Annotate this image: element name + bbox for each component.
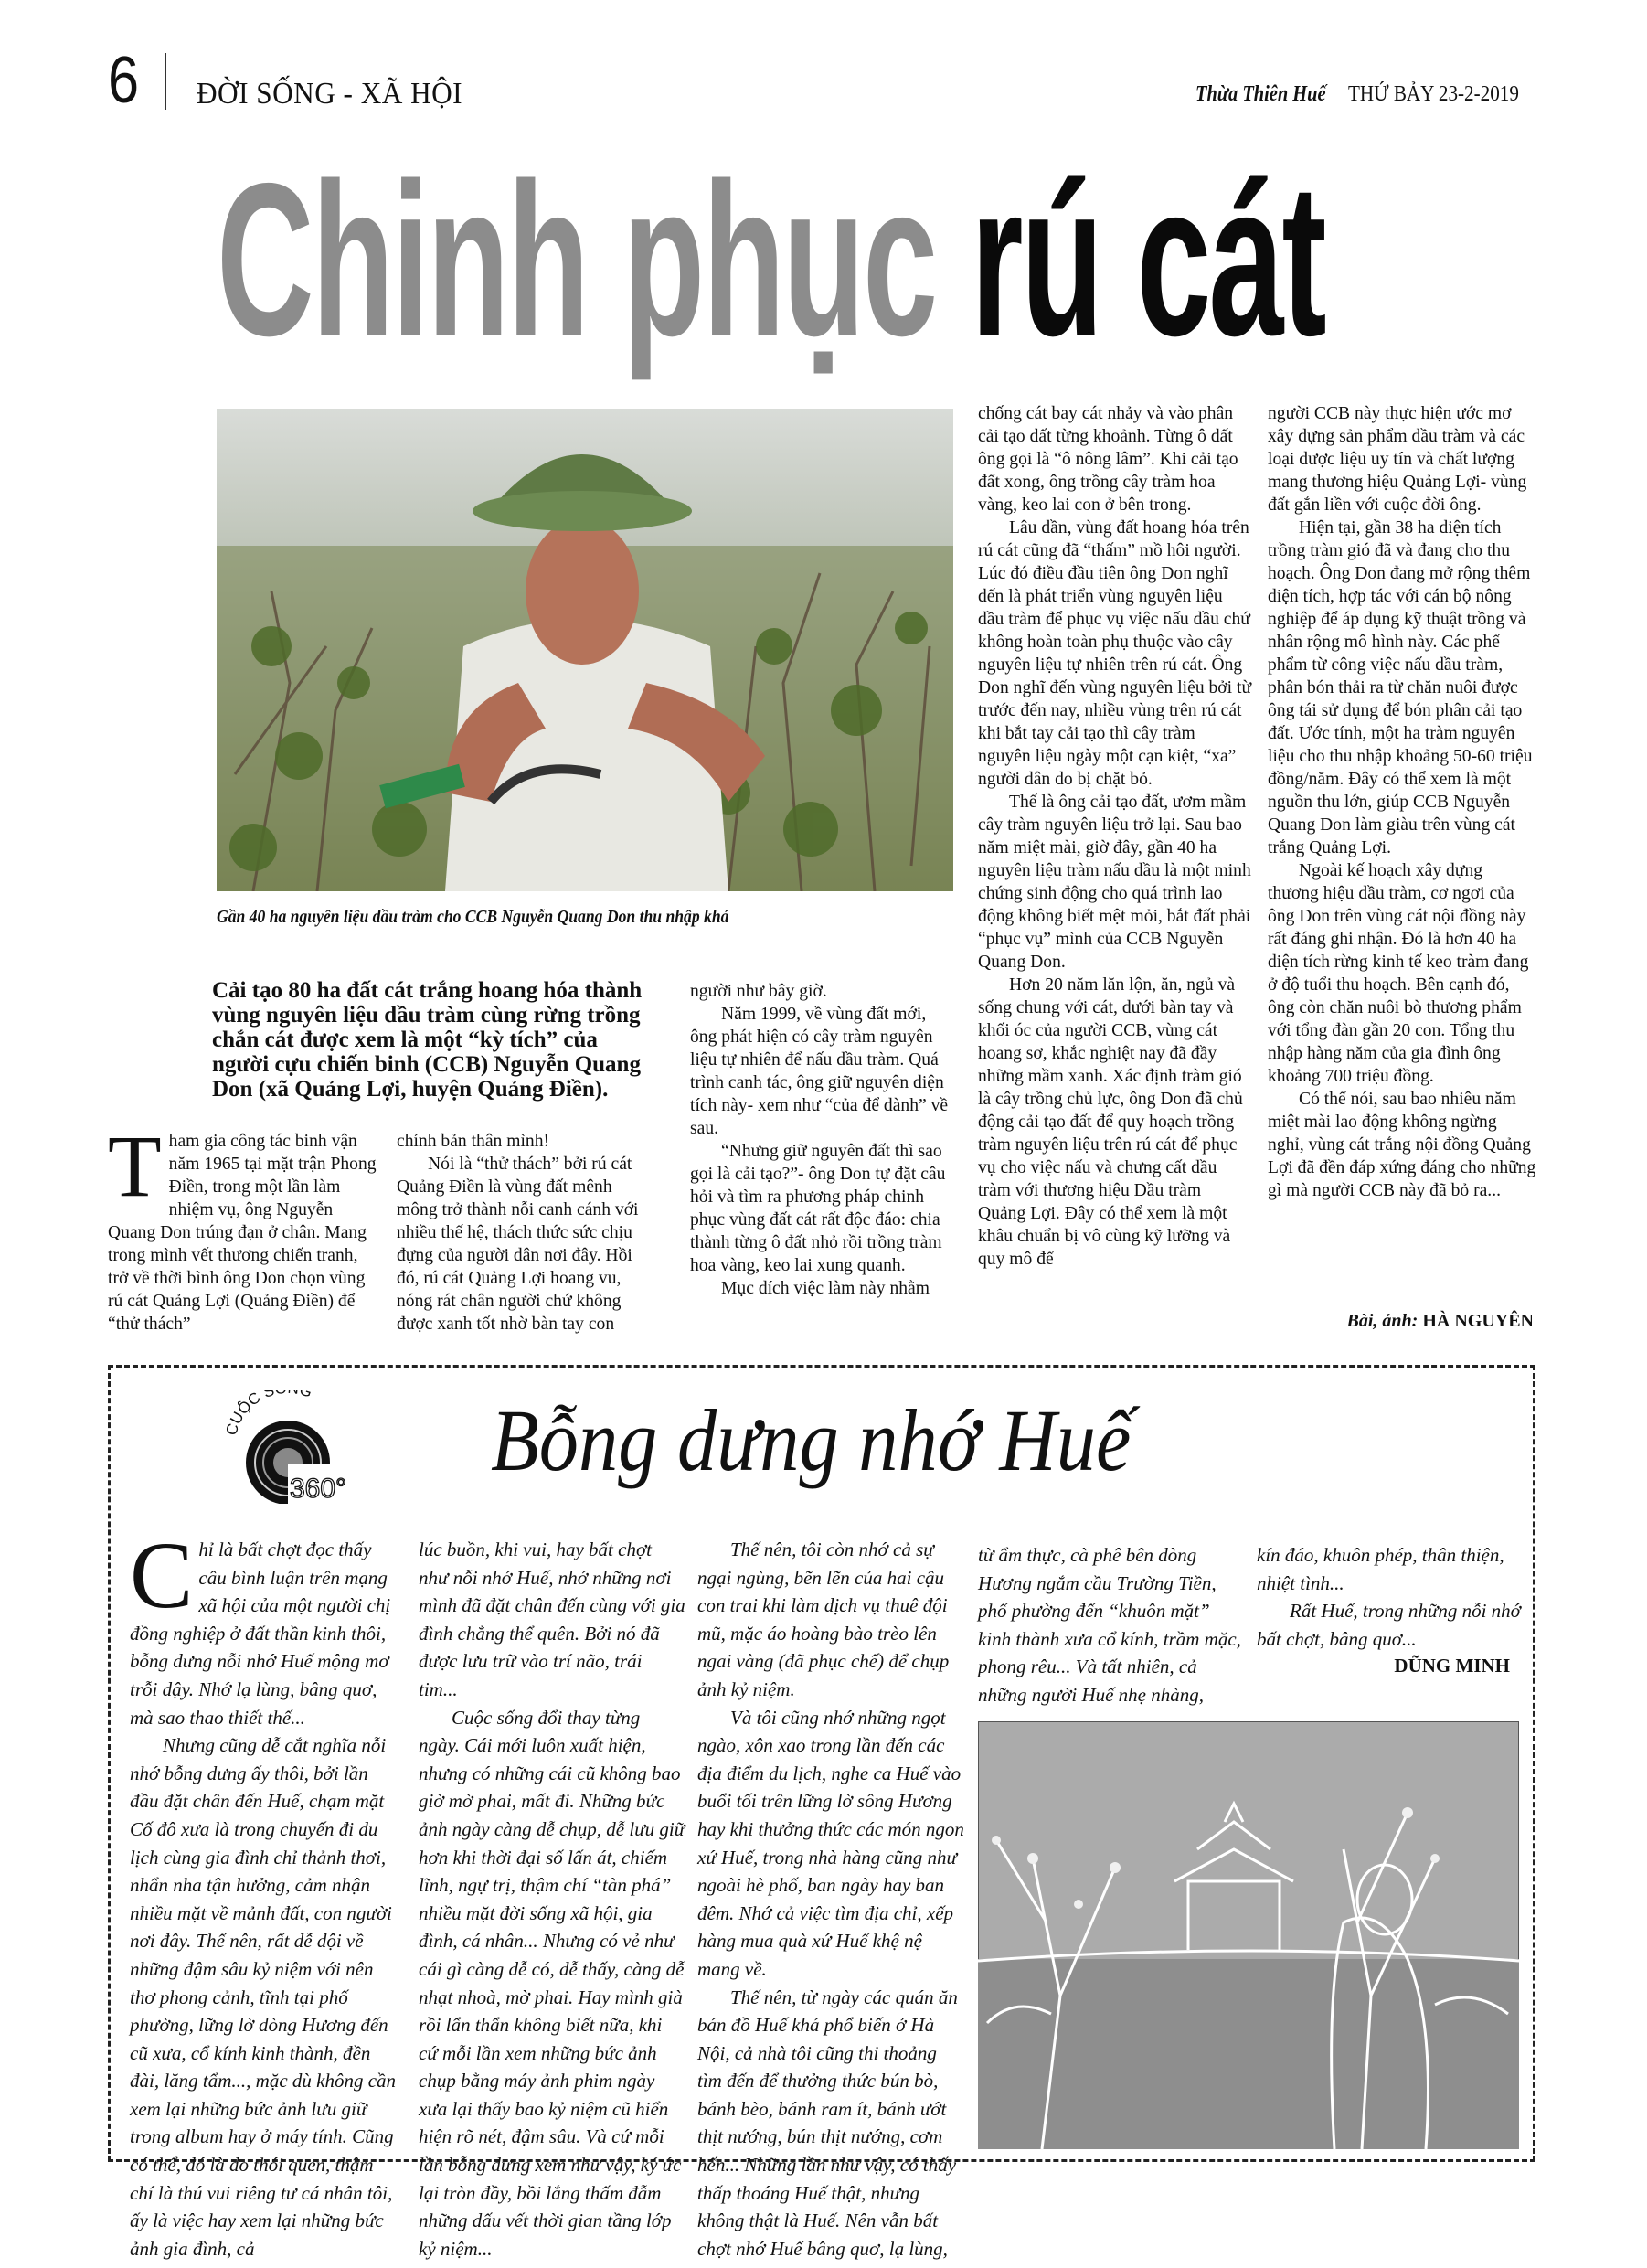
paragraph: Mục đích việc làm này nhằm (721, 1279, 930, 1298)
byline-name: HÀ NGUYÊN (1422, 1311, 1534, 1331)
feature-column-4 (978, 1541, 1243, 1709)
headline-part-black: rú cát (971, 139, 1325, 381)
article-column-2 (397, 1130, 649, 1336)
paragraph: Ngoài kế hoạch xây dựng thương hiệu dầu tràm, cơ ngơi của ông Don trên vùng cát nội đồng này rất đáng ghi nhận. Đó là hơn 40 ha diện tích rừng kinh tế keo tràm đang ở độ tuổi thu hoạch. Bên cạnh đó, ông còn chăn nuôi bò thương phẩm với tổng đàn gần 20 con. Tổng thu nhập hàng năm của gia đình ông khoảng 700 triệu đồng. (1268, 861, 1529, 1086)
logo-number: 360° (290, 1474, 347, 1504)
paragraph: Rất Huế, trong những nỗi nhớ bất chợt, bâng quơ... (1257, 1600, 1521, 1650)
paragraph: “Nhưng giữ nguyên đất thì sao gọi là cải tạo?”- ông Don tự đặt câu hỏi và tìm ra phương pháp chinh phục vùng đất cát rất độc đáo: chia thành từng ô đất nhỏ rồi trồng tràm hoa vàng, keo lai xung quanh. (690, 1142, 946, 1275)
paragraph: Hơn 20 năm lăn lộn, ăn, ngủ và sống chung với cát, dưới bàn tay và khối óc của người CCB, vùng cát hoang sơ, khắc nghiệt nay đã đầy những mầm xanh. Xác định tràm gió là cây trồng chủ lực, ông Don đã chủ động cải tạo đất để quy hoạch trồng tràm nguyên liệu trên rú cát để phục vụ cho việc nấu và chưng cất dầu tràm với thương hiệu Dầu tràm Quảng Lợi. Đây có thể xem là một khâu chuẩn bị vô cùng kỹ lưỡng và quy mô để (978, 975, 1243, 1269)
article-byline (1347, 1311, 1534, 1332)
feature-author: DŨNG MINH (1394, 1655, 1510, 1677)
paragraph: Và tôi cũng nhớ những ngọt ngào, xôn xao trong lần đến các địa điểm du lịch, nghe ca Huế vào buổi tối trên lững lờ sông Hương hay khi thưởng thức các món ngon xứ Huế, trong nhà hàng cũng như ngoài hè phố, ban ngày hay ban đêm. Nhớ cả việc tìm địa chỉ, xếp hàng mua quà xứ Huế khệ nệ mang về. (697, 1706, 964, 1980)
section-title: ĐỜI SỐNG - XÃ HỘI (197, 77, 463, 111)
paragraph: người CCB này thực hiện ước mơ xây dựng sản phẩm dầu tràm và các loại dược liệu uy tín và chất lượng mang thương hiệu Quảng Lợi- vùng đất gắn liền với cuộc đời ông. (1268, 404, 1527, 515)
photo-caption: Gần 40 ha nguyên liệu dầu tràm cho CCB Nguyễn Quang Don thu nhập khá (217, 907, 729, 927)
article-column-3 (690, 980, 950, 1300)
paragraph: từ ẩm thực, cà phê bên dòng Hương ngắm cầu Trường Tiền, phố phường đến “khuôn mặt” kinh thành xưa cổ kính, trầm mặc, phong rêu... Và tất nhiên, cả những người Huế nhẹ nhàng, (978, 1544, 1241, 1706)
paragraph: Nói là “thử thách” bởi rú cát Quảng Điền là vùng đất mênh mông trở thành nỗi canh cánh với nhiều thế hệ, thách thức sức chịu đựng của người dân nơi đây. Hồi đó, rú cát Quảng Lợi hoang vu, nóng rát chân người chứ không được xanh tốt nhờ bàn tay con (397, 1155, 639, 1334)
cuoc-song-360-logo (224, 1390, 352, 1504)
article-headline (217, 139, 1325, 381)
feature-column-1 (130, 1523, 400, 2263)
headline-part-gray: Chinh phục (217, 139, 936, 381)
article-lead: Cải tạo 80 ha đất cát trắng hoang hóa thành vùng nguyên liệu dầu tràm cùng rừng trồng chắn cát được xem là một “kỳ tích” của người cựu chiến binh (CCB) Nguyễn Quang Don (xã Quảng Lợi, huyện Quảng Điền). (212, 978, 643, 1102)
drop-cap: T (108, 1117, 162, 1215)
paragraph: chống cát bay cát nhảy và vào phân cải tạo đất từng khoảnh. Từng ô đất ông gọi là “ô nông lâm”. Khi cải tạo đất xong, ông trồng cây tràm hoa vàng, keo lai con ở bên trong. (978, 404, 1238, 515)
drop-cap: C (130, 1523, 194, 1628)
article-column-1 (108, 1117, 378, 1336)
paragraph: Có thể nói, sau bao nhiêu năm miệt mài lao động không ngừng nghỉ, vùng cát trắng nội đồng Quảng Lợi đã đền đáp xứng đáng cho những gì mà người CCB này đã bỏ ra... (1268, 1090, 1536, 1200)
paragraph: kín đáo, khuôn phép, thân thiện, nhiệt tình... (1257, 1544, 1504, 1594)
feature-column-3 (697, 1536, 964, 2263)
paragraph: ham gia công tác binh vận năm 1965 tại mặt trận Phong Điền, trong một lần làm nhiệm vụ, ông Nguyễn Quang Don trúng đạn ở chân. Mang trong mình vết thương chiến tranh, trở về thời bình ông Don chọn vùng rú cát Quảng Lợi (Quảng Điền) để “thử thách” (108, 1132, 377, 1334)
issue-date: THỨ BẢY 23-2-2019 (1348, 82, 1519, 106)
paragraph: người như bây giờ. (690, 982, 827, 1001)
article-column-4 (978, 402, 1252, 1271)
paragraph: Thế nên, tôi còn nhớ cả sự ngại ngùng, bẽn lẽn của hai cậu con trai khi làm dịch vụ thuê đội mũ, mặc áo hoàng bào trèo lên ngai vàng (đã phục chế) để chụp ảnh kỷ niệm. (697, 1539, 950, 1700)
hue-illustration (978, 1721, 1519, 2149)
page-number: 6 (108, 44, 140, 117)
feature-column-5 (1257, 1541, 1522, 1653)
paragraph: Nhưng cũng dễ cắt nghĩa nỗi nhớ bỗng dưng ấy thôi, bởi lần đầu đặt chân đến Huế, chạm mặt Cố đô xưa là trong chuyến đi du lịch cùng gia đình chỉ thảnh thơi, nhẩn nha tận hưởng, cảm nhận nhiều mặt về mảnh đất, con người nơi đây. Thế nên, rất dễ dội về những đậm sâu kỷ niệm với nên thơ phong cảnh, tĩnh tại phố phường, lững lờ dòng Hương đến cũ xưa, cổ kính kinh thành, đền đài, lăng tẩm..., mặc dù không cần xem lại những bức ảnh lưu giữ trong album hay ở máy tính. Cũng có thể, đó là do thói quen, thậm chí là thú vui riêng tư cá nhân tôi, ấy là việc hay xem lại những bức ảnh gia đình, cả (130, 1734, 397, 2260)
article-column-5 (1268, 402, 1536, 1202)
paragraph: chính bản thân mình! (397, 1132, 550, 1151)
paragraph: Thế là ông cải tạo đất, ươm mầm cây tràm nguyên liệu trở lại. Sau bao năm miệt mài, giờ đây, gần 40 ha nguyên liệu tràm nấu dầu là một minh chứng sinh động cho quá trình lao động không biết mệt mỏi, bắt đất phải “phục vụ” mình của CCB Nguyễn Quang Don. (978, 793, 1251, 972)
paragraph: Thế nên, từ ngày các quán ăn bán đồ Huế khá phổ biến ở Hà Nội, cả nhà tôi cũng thi thoảng tìm đến để thưởng thức bún bò, bánh bèo, bánh ram ít, bánh ướt thịt nướng, bún thịt nướng, cơm hến... Những lần như vậy, có thấy thấp thoáng Huế thật, nhưng không thật là Huế. Nên vẫn bất chợt nhớ Huế bâng quơ, lạ lùng, (697, 1986, 958, 2260)
header-divider (165, 53, 166, 110)
paragraph: lúc buồn, khi vui, hay bất chợt như nỗi nhớ Huế, nhớ những nơi mình đã đặt chân đến cùng với gia đình chẳng thể quên. Bởi nó đã được lưu trữ vào trí não, trái tim... (419, 1539, 685, 1700)
paragraph: Cuộc sống đổi thay từng ngày. Cái mới luôn xuất hiện, nhưng có những cái cũ không bao giờ mờ phai, mất đi. Những bức ảnh ngày càng dễ chụp, dễ lưu giữ hơn khi thời đại số lấn át, chiếm lĩnh, ngự trị, thậm chí “tàn phá” nhiều mặt đời sống xã hội, gia đình, cá nhân... Nhưng có vẻ như cái gì càng dễ có, dễ thấy, càng dễ nhạt nhoà, mờ phai. Hay mình già rồi lẩn thẩn không biết nữa, khi cứ mỗi lần xem những bức ảnh chụp bằng máy ảnh phim ngày xưa lại thấy bao kỷ niệm cũ hiển hiện rõ nét, đậm sâu. Và cứ mỗi lần bỗng dưng xem như vậy, ký ức lại tròn đầy, bồi lắng thấm đẫm những dấu vết thời gian tầng lớp kỷ niệm... (419, 1706, 685, 2260)
logo-text: CUỘC S G (224, 1390, 314, 1438)
byline-label: Bài, ảnh: (1346, 1311, 1419, 1331)
paragraph: Năm 1999, về vùng đất mới, ông phát hiện có cây tràm nguyên liệu tự nhiên để nấu dầu tràm. Quá trình canh tác, ông giữ nguyên diện tích này- xem như “của để dành” về sau. (690, 1005, 949, 1138)
article-photo (217, 409, 953, 891)
newspaper-name: Thừa Thiên Huế (1195, 82, 1326, 106)
feature-column-2 (419, 1536, 685, 2263)
paragraph: hỉ là bất chợt đọc thấy câu bình luận trên mạng xã hội của một người chị đồng nghiệp ở đất thần kinh thôi, bỗng dưng nỗi nhớ Huế mộng mơ trỗi dậy. Nhớ lạ lùng, bâng quơ, mà sao thao thiết thế... (130, 1539, 391, 1729)
feature-headline: Bỗng dưng nhớ Huế (491, 1391, 1132, 1489)
paragraph: Lâu dần, vùng đất hoang hóa trên rú cát cũng đã “thấm” mồ hôi người. Lúc đó điều đầu tiên ông Don nghĩ đến là phát triển vùng nguyên liệu dầu tràm để phục vụ việc nấu dầu chứ không hoàn toàn phụ thuộc vào cây nguyên liệu tự nhiên trên rú cát. Ông Don nghĩ đến vùng nguyên liệu bởi từ trước đến nay, nhiều vùng trên rú cát khi bắt tay cải tạo thì cây tràm nguyên liệu ngày một cạn kiệt, “xa” người dân do bị chặt bỏ. (978, 518, 1252, 789)
paragraph: Hiện tại, gần 38 ha diện tích trồng tràm gió đã và đang cho thu hoạch. Ông Don đang mở rộng thêm diện tích, hợp tác với cán bộ nông nghiệp để áp dụng kỹ thuật trồng và nhân rộng mô hình này. Các phế phẩm từ công việc nấu dầu tràm, phân bón thải ra từ chăn nuôi được ông tái sử dụng để bón phân cải tạo đất. Ước tính, một ha tràm nguyên liệu cho thu nhập khoảng 50-60 triệu đồng/năm. Đây có thể xem là một nguồn thu lớn, giúp CCB Nguyễn Quang Don làm giàu trên vùng cát trắng Quảng Lợi. (1268, 518, 1533, 857)
